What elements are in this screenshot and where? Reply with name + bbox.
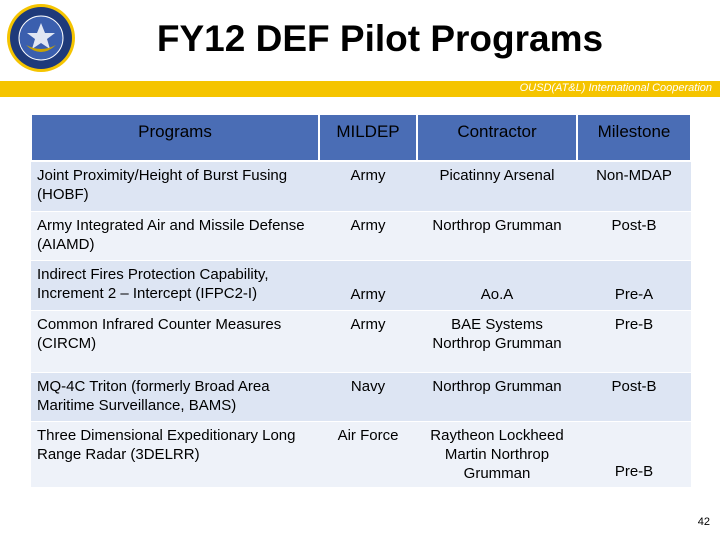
dod-seal-icon xyxy=(6,3,76,73)
mildep-cell: Army xyxy=(319,161,417,211)
milestone-cell: Post-B xyxy=(577,372,691,421)
contractor-cell: BAE Systems Northrop Grumman xyxy=(417,310,577,372)
header-contractor: Contractor xyxy=(417,114,577,161)
mildep-cell: Army xyxy=(319,310,417,372)
contractor-cell: Raytheon Lockheed Martin Northrop Grumman xyxy=(417,421,577,487)
milestone-cell: Pre-A xyxy=(577,260,691,310)
table-row xyxy=(31,372,691,421)
program-name: MQ-4C Triton (formerly Broad Area Maritime Surveillance, BAMS) xyxy=(31,372,319,421)
table-row xyxy=(31,310,691,372)
program-name: Indirect Fires Protection Capability, Increment 2 – Intercept (IFPC2-I) xyxy=(31,260,319,310)
contractor-cell: Northrop Grumman xyxy=(417,372,577,421)
milestone-cell: Post-B xyxy=(577,211,691,260)
mildep-cell: Army xyxy=(319,260,417,310)
mildep-cell: Navy xyxy=(319,372,417,421)
mildep-cell: Air Force xyxy=(319,421,417,487)
contractor-cell: Northrop Grumman xyxy=(417,211,577,260)
header-bar xyxy=(0,81,720,97)
header-programs: Programs xyxy=(31,114,319,161)
program-name: Joint Proximity/Height of Burst Fusing (HOBF) xyxy=(31,161,319,211)
program-name: Three Dimensional Expeditionary Long Range Radar (3DELRR) xyxy=(31,421,319,487)
milestone-cell: Non-MDAP xyxy=(577,161,691,211)
page-number: 42 xyxy=(697,516,710,528)
header-milestone: Milestone xyxy=(577,114,691,161)
header-mildep: MILDEP xyxy=(319,114,417,161)
programs-table xyxy=(30,113,692,488)
table-header-row xyxy=(31,114,691,161)
program-name: Army Integrated Air and Missile Defense (AIAMD) xyxy=(31,211,319,260)
organization-subtitle: OUSD(AT&L) International Cooperation xyxy=(519,82,712,94)
table-row xyxy=(31,211,691,260)
table-row xyxy=(31,161,691,211)
milestone-cell: Pre-B xyxy=(577,310,691,372)
contractor-cell: Picatinny Arsenal xyxy=(417,161,577,211)
page-title: FY12 DEF Pilot Programs xyxy=(156,18,604,59)
program-name: Common Infrared Counter Measures (CIRCM) xyxy=(31,310,319,372)
table-row xyxy=(31,421,691,487)
table-row xyxy=(31,260,691,310)
contractor-cell: Ao.A xyxy=(417,260,577,310)
milestone-cell: Pre-B xyxy=(577,421,691,487)
mildep-cell: Army xyxy=(319,211,417,260)
